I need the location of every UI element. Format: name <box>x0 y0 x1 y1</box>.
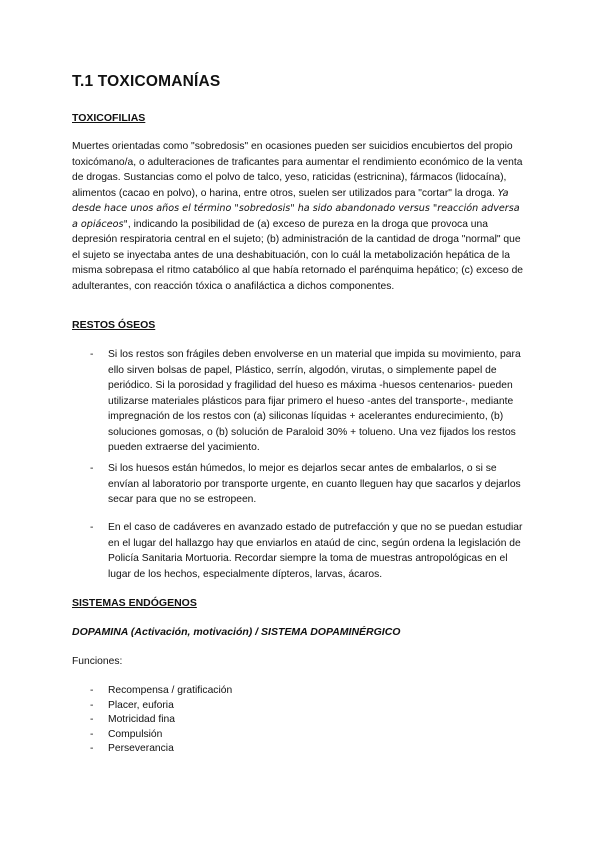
list-item <box>90 713 232 728</box>
list-item-text: Compulsión <box>108 728 163 740</box>
toxicofilias-text-italic: Ya desde hace unos años el término "sobredosis" ha sido abandonado versus "reacción adversa a opiáceos" <box>72 187 520 230</box>
list-item-text: Perseverancia <box>108 743 174 754</box>
bullet-dash: - <box>90 699 94 711</box>
bullet-dash: - <box>90 743 94 754</box>
bullet-dash: - <box>90 522 94 533</box>
subheading-dopamina: DOPAMINA (Activación, motivación) / SISTEMA DOPAMINÉRGICO <box>72 626 401 638</box>
bullet-dash: - <box>90 714 94 725</box>
toxicofilias-text-before: Muertes orientadas como "sobredosis" en ocasiones pueden ser suicidios encubiertos del propio toxicómano/a, o adulteraciones de traficantes para aumentar el rendimiento económico de la venta de drogas. Sustancias como el polvo de talco, yeso, raticidas (estricnina), fármacos (lidocaína), alimentos (cacao en polvo), o harina, entre otros, suelen ser utilizados para "cortar" la droga. <box>72 141 523 199</box>
section-heading-toxicofilias: TOXICOFILIAS <box>72 112 146 124</box>
bullet-text: Si los restos son frágiles deben envolverse en un material que impida su movimiento, para ello sirven bolsas de papel, Plástico, serrín, algodón, virutas, o simplemente papel de periódico. Si la porosidad y fragilidad del hueso es máxima -huesos centenarios- pueden utilizarse materiales plásticos para fijar primero el hueso -antes del transporte-, mediante impregnación de los restos con (a) siliconas líquidas + acelerantes endurecimiento, (b) soluciones gomosas, o (b) solución de Paraloid 30% + tolueno. Una vez fijados los restos pueden extraerse del yacimiento. <box>108 349 521 453</box>
page-title: T.1 TOXICOMANÍAS <box>72 73 221 90</box>
list-item <box>90 684 232 699</box>
funciones-list <box>90 684 232 757</box>
list-item-text: Placer, euforia <box>108 699 174 711</box>
toxicofilias-text-after: , indicando la posibilidad de (a) exceso de pureza en la droga que provoca una depresión respiratoria central en el sujeto; (b) administración de la cantidad de droga "normal" que el sujeto se inyectaba antes de una deshabituación, con lo cuál la metabolización hepática de la misma sobrepasa el ritmo catabólico al que había retornado el parénquima hepático; (c) exceso de adulterantes, con reacción tóxica o anafiláctica a dichos componentes. <box>72 218 524 292</box>
bullet-dash: - <box>90 685 94 696</box>
section-heading-restos-oseos: RESTOS ÓSEOS <box>72 319 156 331</box>
list-item-text: Motricidad fina <box>108 714 175 725</box>
list-item <box>90 699 232 714</box>
list-item <box>90 520 530 582</box>
list-item <box>90 347 530 456</box>
list-item <box>90 742 232 757</box>
section-heading-sistemas-endogenos: SISTEMAS ENDÓGENOS <box>72 597 197 609</box>
bullet-text: Si los huesos están húmedos, lo mejor es dejarlos secar antes de embalarlos, o si se envían al laboratorio por transporte urgente, en cuanto lleguen hay que sacarlos y dejarlos secar para que no se estropeen. <box>108 463 521 505</box>
bullet-text: En el caso de cadáveres en avanzado estado de putrefacción y que no se puedan estudiar en el lugar del hallazgo hay que enviarlos en ataúd de cinc, según ordena la legislación de Policía Sanitaria Mortuoria. Recordar siempre la toma de muestras antropológicas en el lugar de los hechos, especialmente dípteros, larvas, ácaros. <box>108 522 523 580</box>
bullet-dash: - <box>90 463 94 474</box>
list-item-text: Recompensa / gratificación <box>108 685 233 696</box>
bullet-dash: - <box>90 349 94 360</box>
toxicofilias-paragraph <box>72 139 528 294</box>
bullet-dash: - <box>90 728 94 740</box>
list-item <box>90 728 232 743</box>
list-item <box>90 461 530 508</box>
funciones-label: Funciones: <box>72 656 123 667</box>
